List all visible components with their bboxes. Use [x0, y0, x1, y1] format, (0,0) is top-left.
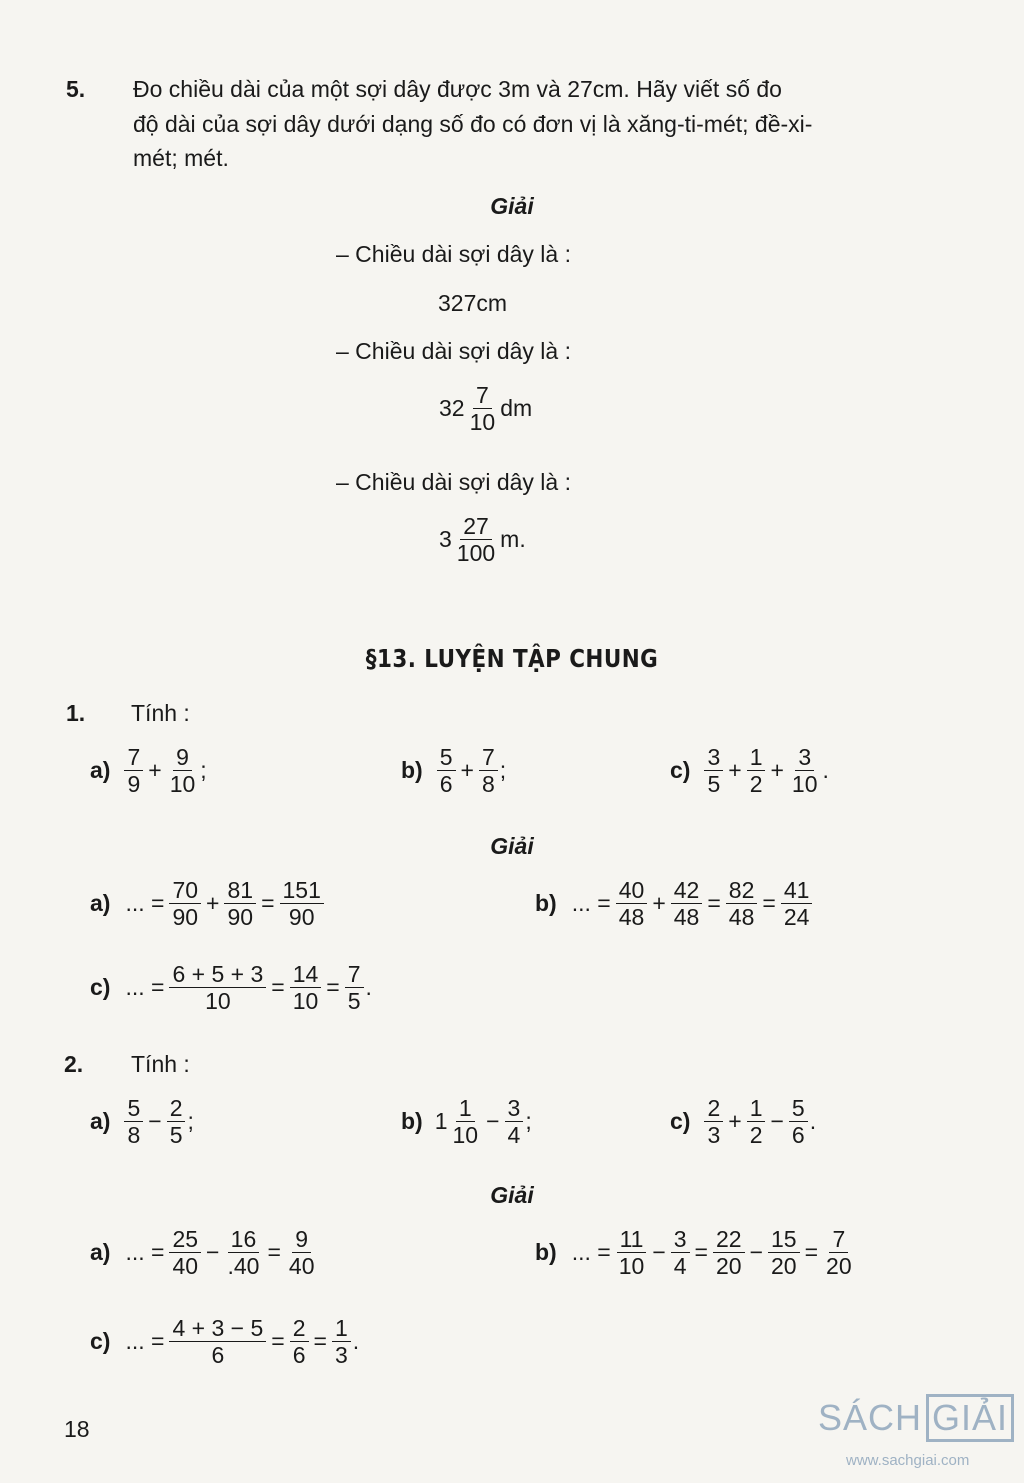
- page-number: 18: [64, 1416, 90, 1442]
- exercise-5-step-1: – Chiều dài sợi dây là :: [336, 241, 571, 267]
- watermark-logo: SÁCH GIẢI: [818, 1394, 1014, 1442]
- exercise-2-number: 2.: [64, 1051, 84, 1077]
- section-heading: §13. LUYỆN TẬP CHUNG: [365, 644, 659, 673]
- exercise-1-b: b) $\frac{5}{6}$ + $\frac{7}{8}$ ;: [401, 744, 507, 798]
- exercise-2-c: c) $\frac{2}{3}$ + $\frac{1}{2}$ − $\frac{5}{6}$ .: [670, 1095, 817, 1149]
- exercise-5-step-3: – Chiều dài sợi dây là :: [336, 469, 571, 495]
- exercise-1-solution-c: c) ... = $\frac{6 + 5 + 3}{10}$ = $\frac{14}{10}$ = $\frac{7}{5}$ .: [90, 961, 372, 1015]
- exercise-2-prompt: Tính :: [131, 1051, 190, 1077]
- exercise-5-text-line-3: mét; mét.: [133, 145, 229, 171]
- exercise-2-solution-title: Giải: [490, 1182, 534, 1208]
- exercise-5-text-line-2: độ dài của sợi dây dưới dạng số đo có đơn vị là xăng-ti-mét; đề-xi-: [133, 111, 813, 137]
- fraction: $\frac{27}{100}$: [456, 513, 496, 567]
- exercise-1-c: c) $\frac{3}{5}$ + $\frac{1}{2}$ + $\frac{3}{10}$ .: [670, 744, 829, 798]
- whole-part: 3: [439, 526, 452, 553]
- exercise-2-a: a) $\frac{5}{8}$ − $\frac{2}{5}$ ;: [90, 1095, 194, 1149]
- exercise-1-solution-a: a) ... = $\frac{70}{90}$ + $\frac{81}{90}$ = $\frac{151}{90}$: [90, 877, 326, 931]
- exercise-5-number: 5.: [66, 76, 86, 102]
- exercise-5-answer-2: [439, 382, 532, 436]
- unit: m.: [500, 526, 526, 553]
- unit: dm: [500, 395, 533, 422]
- exercise-1-prompt: Tính :: [131, 700, 190, 726]
- exercise-1-solution-title: Giải: [490, 833, 534, 859]
- watermark-url: www.sachgiai.com: [846, 1452, 970, 1469]
- exercise-2-solution-c: c) ... = $\frac{4 + 3 - 5}{6}$ = $\frac{2}{6}$ = $\frac{1}{3}$ .: [90, 1315, 360, 1369]
- whole-part: 32: [439, 395, 465, 422]
- exercise-5-answer-3: [439, 513, 526, 567]
- fraction: $\frac{7}{10}$: [469, 382, 496, 436]
- exercise-2-solution-b: b) ... = $\frac{11}{10}$ − $\frac{3}{4}$ = $\frac{22}{20}$ − $\frac{15}{20}$ = $\frac{7}{20}$: [535, 1226, 852, 1280]
- exercise-2-b: b) 1 $\frac{1}{10}$ − $\frac{3}{4}$ ;: [401, 1095, 532, 1149]
- exercise-1-solution-b: b) ... = $\frac{40}{48}$ + $\frac{42}{48}$ = $\frac{82}{48}$ = $\frac{41}{24}$: [535, 877, 814, 931]
- exercise-5-step-2: – Chiều dài sợi dây là :: [336, 338, 571, 364]
- exercise-1-number: 1.: [66, 700, 86, 726]
- exercise-1-a: a) $\frac{7}{9}$ + $\frac{9}{10}$ ;: [90, 744, 207, 798]
- exercise-5-solution-title: Giải: [490, 193, 534, 219]
- exercise-5-text-line-1: Đo chiều dài của một sợi dây được 3m và 27cm. Hãy viết số đo: [133, 76, 782, 102]
- exercise-5-answer-1: 327cm: [438, 290, 508, 316]
- exercise-2-solution-a: a) ... = $\frac{25}{40}$ − $\frac{16}{.40}$ = $\frac{9}{40}$: [90, 1226, 315, 1280]
